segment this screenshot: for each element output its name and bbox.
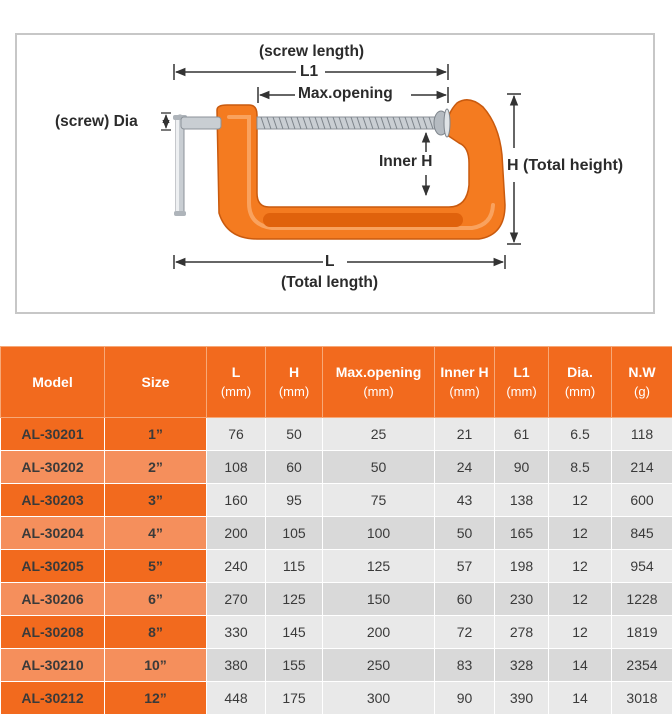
header-l: L (mm) — [207, 347, 266, 418]
nw-cell: 214 — [612, 451, 672, 484]
l-cell: 240 — [207, 550, 266, 583]
max-opening-cell: 250 — [323, 649, 435, 682]
size-cell: 10” — [105, 649, 207, 682]
screw-length-label: (screw length) — [259, 43, 365, 60]
table-header-row — [1, 347, 672, 418]
model-cell: AL-30203 — [1, 484, 105, 517]
dia-cell: 14 — [549, 682, 612, 715]
header-h: H (mm) — [266, 347, 323, 418]
model-cell: AL-30212 — [1, 682, 105, 715]
screw-dia-arrow — [161, 113, 171, 130]
header-inner-h: Inner H (mm) — [435, 347, 495, 418]
table-row — [1, 583, 672, 616]
l-cell: 270 — [207, 583, 266, 616]
l-cell: 200 — [207, 517, 266, 550]
model-cell: AL-30210 — [1, 649, 105, 682]
dia-cell: 12 — [549, 583, 612, 616]
dia-cell: 12 — [549, 517, 612, 550]
h-cell: 95 — [266, 484, 323, 517]
h-cell: 175 — [266, 682, 323, 715]
header-model: Model — [1, 347, 105, 418]
dia-cell: 8.5 — [549, 451, 612, 484]
h-cell: 50 — [266, 418, 323, 451]
size-cell: 2” — [105, 451, 207, 484]
max-opening-cell: 125 — [323, 550, 435, 583]
l-label: L — [325, 253, 335, 270]
inner-h-cell: 72 — [435, 616, 495, 649]
table-row — [1, 451, 672, 484]
size-cell: 12” — [105, 682, 207, 715]
table-row — [1, 616, 672, 649]
table-row — [1, 418, 672, 451]
spec-table — [0, 346, 672, 715]
header-l1: L1 (mm) — [495, 347, 549, 418]
nw-cell: 2354 — [612, 649, 672, 682]
max-opening-cell: 300 — [323, 682, 435, 715]
h-cell: 105 — [266, 517, 323, 550]
l-cell: 380 — [207, 649, 266, 682]
l1-cell: 138 — [495, 484, 549, 517]
model-cell: AL-30204 — [1, 517, 105, 550]
l-cell: 448 — [207, 682, 266, 715]
h-cell: 145 — [266, 616, 323, 649]
max-opening-cell: 75 — [323, 484, 435, 517]
nw-cell: 954 — [612, 550, 672, 583]
l-cell: 160 — [207, 484, 266, 517]
size-cell: 3” — [105, 484, 207, 517]
model-cell: AL-30201 — [1, 418, 105, 451]
header-nw: N.W (g) — [612, 347, 672, 418]
size-cell: 4” — [105, 517, 207, 550]
max-opening-cell: 100 — [323, 517, 435, 550]
nw-cell: 845 — [612, 517, 672, 550]
h-cell: 60 — [266, 451, 323, 484]
table-row — [1, 649, 672, 682]
total-length-arrow — [174, 255, 505, 269]
l1-cell: 230 — [495, 583, 549, 616]
inner-h-cell: 90 — [435, 682, 495, 715]
inner-h-cell: 83 — [435, 649, 495, 682]
max-opening-cell: 150 — [323, 583, 435, 616]
header-dia: Dia. (mm) — [549, 347, 612, 418]
diagram-frame — [15, 33, 655, 314]
nw-cell: 3018 — [612, 682, 672, 715]
l1-cell: 278 — [495, 616, 549, 649]
size-cell: 8” — [105, 616, 207, 649]
nw-cell: 1819 — [612, 616, 672, 649]
h-cell: 155 — [266, 649, 323, 682]
l-cell: 330 — [207, 616, 266, 649]
model-cell: AL-30206 — [1, 583, 105, 616]
table-row — [1, 682, 672, 715]
dia-cell: 12 — [549, 550, 612, 583]
dia-cell: 6.5 — [549, 418, 612, 451]
inner-h-cell: 60 — [435, 583, 495, 616]
max-opening-label: Max.opening — [298, 85, 393, 102]
size-cell: 5” — [105, 550, 207, 583]
table-row — [1, 517, 672, 550]
size-cell: 1” — [105, 418, 207, 451]
inner-h-cell: 21 — [435, 418, 495, 451]
l-cell: 76 — [207, 418, 266, 451]
inner-h-cell: 43 — [435, 484, 495, 517]
l-cell: 108 — [207, 451, 266, 484]
header-size: Size — [105, 347, 207, 418]
dia-cell: 12 — [549, 484, 612, 517]
table-row — [1, 550, 672, 583]
max-opening-cell: 50 — [323, 451, 435, 484]
l1-cell: 61 — [495, 418, 549, 451]
screw-handle — [173, 115, 187, 216]
header-max-opening: Max.opening (mm) — [323, 347, 435, 418]
model-cell: AL-30202 — [1, 451, 105, 484]
dia-cell: 12 — [549, 616, 612, 649]
model-cell: AL-30208 — [1, 616, 105, 649]
l1-cell: 165 — [495, 517, 549, 550]
inner-h-cell: 50 — [435, 517, 495, 550]
screw-dia-label: (screw) Dia — [55, 113, 138, 130]
max-opening-cell: 200 — [323, 616, 435, 649]
l1-cell: 390 — [495, 682, 549, 715]
model-cell: AL-30205 — [1, 550, 105, 583]
max-opening-cell: 25 — [323, 418, 435, 451]
table-row — [1, 484, 672, 517]
total-height-label: H (Total height) — [507, 157, 624, 174]
l1-label: L1 — [300, 63, 319, 80]
inner-h-cell: 24 — [435, 451, 495, 484]
l1-cell: 90 — [495, 451, 549, 484]
size-cell: 6” — [105, 583, 207, 616]
h-cell: 125 — [266, 583, 323, 616]
l1-cell: 328 — [495, 649, 549, 682]
total-length-label: (Total length) — [281, 274, 378, 291]
h-cell: 115 — [266, 550, 323, 583]
l1-cell: 198 — [495, 550, 549, 583]
nw-cell: 600 — [612, 484, 672, 517]
nw-cell: 118 — [612, 418, 672, 451]
nw-cell: 1228 — [612, 583, 672, 616]
inner-h-label: Inner H — [379, 153, 433, 170]
inner-h-cell: 57 — [435, 550, 495, 583]
dia-cell: 14 — [549, 649, 612, 682]
